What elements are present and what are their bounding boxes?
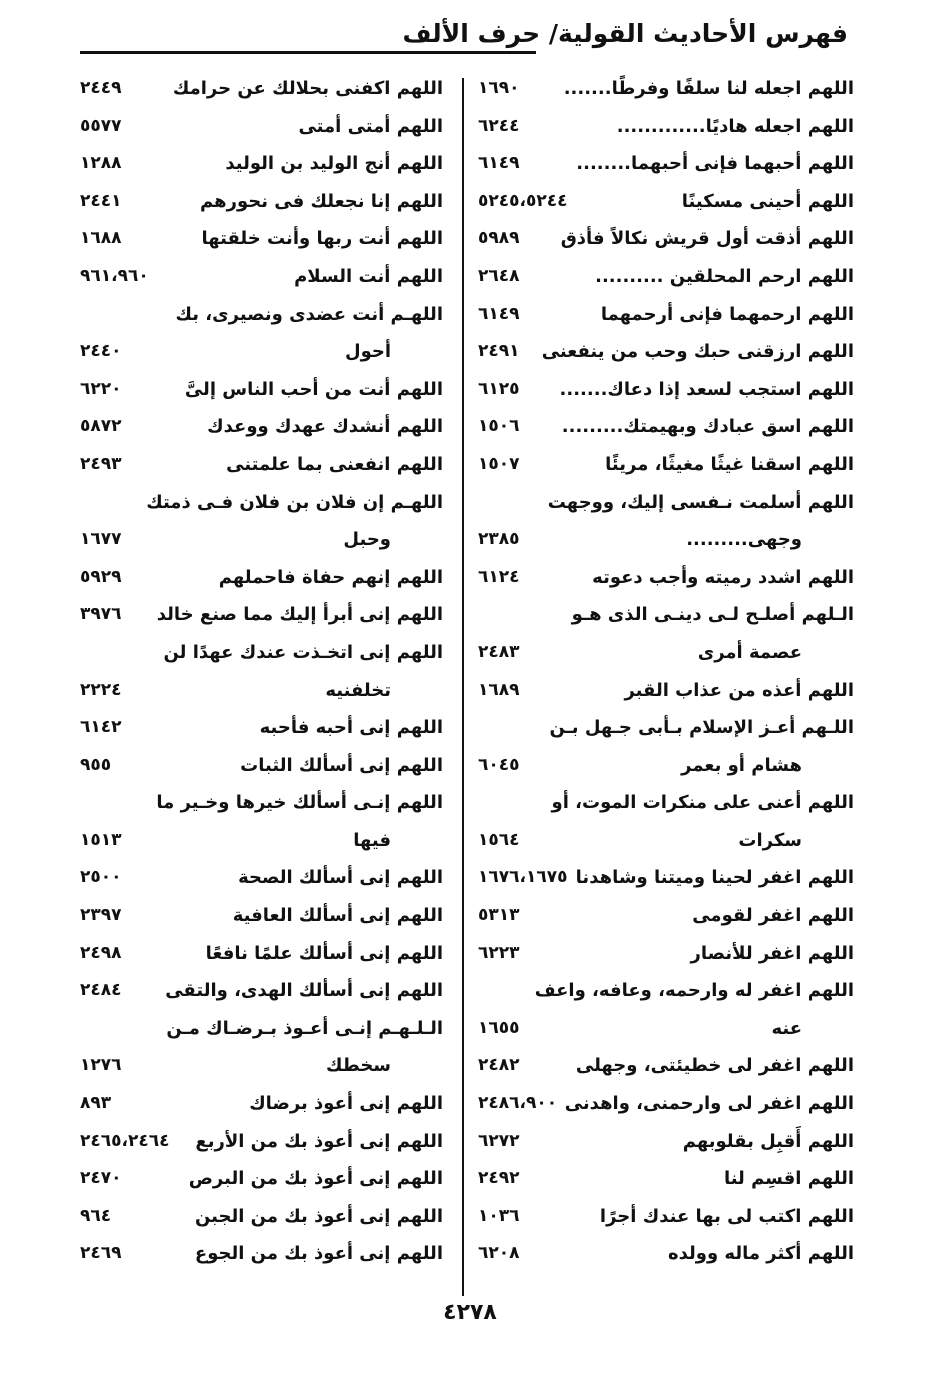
entry-reference-number: ٩٦١،٩٦٠ <box>80 265 149 286</box>
index-entry <box>80 258 443 296</box>
index-entry <box>478 484 854 522</box>
index-entry <box>478 634 854 672</box>
index-entry <box>478 672 854 710</box>
entry-text: اللهم إنى أبرأ إليك مما صنع خالد <box>156 604 443 626</box>
index-entry <box>478 596 854 634</box>
entry-text: اللهم إنى أسألك العافية <box>232 905 443 927</box>
index-entry <box>478 1235 854 1273</box>
entry-reference-number: ٢٤٤٩ <box>80 78 122 98</box>
entry-reference-number: ١٠٣٦ <box>478 1205 520 1226</box>
index-entry <box>478 972 854 1010</box>
entry-reference-number: ٦٢٤٤ <box>478 115 520 136</box>
entry-text: وجهى......... <box>686 529 802 551</box>
entry-text: أحول <box>344 341 391 363</box>
entry-reference-number: ٦١٢٤ <box>478 566 520 587</box>
index-entry <box>478 1010 854 1048</box>
entry-reference-number: ١٥١٣ <box>80 829 122 850</box>
entry-reference-number: ١٥٦٤ <box>478 829 520 850</box>
index-entry <box>478 108 854 146</box>
entry-text: اللهم ارحمهما فإنى أرحمهما <box>600 303 854 325</box>
index-entry <box>478 1198 854 1236</box>
index-entry <box>478 1160 854 1198</box>
entry-text: اللهم أذقت أول قريش نكالاً فأذق <box>560 228 854 250</box>
index-entry <box>478 371 854 409</box>
entry-text: اللهم أنشدك عهدك ووعدك <box>207 416 443 438</box>
index-entry <box>478 70 854 108</box>
index-entry <box>80 484 443 522</box>
entry-text: اللهم أنت السلام <box>294 265 443 287</box>
entry-text: اللهم اغفر لحينا وميتنا وشاهدنا <box>575 867 854 889</box>
entry-text: اللهم إنى أعوذ بك من الجوع <box>194 1243 443 1265</box>
entry-reference-number: ٦١٢٥ <box>478 378 520 399</box>
entry-text: اللهم انفعنى بما علمتنى <box>226 453 443 475</box>
index-entry <box>80 559 443 597</box>
entry-text: اللهم اجعله لنا سلفًا وفرطًا....... <box>563 78 854 99</box>
entry-text: اللهم اسقنا غيثًا مغيثًا، مريئًا <box>605 453 854 475</box>
index-entry <box>478 1047 854 1085</box>
index-entry <box>478 183 854 221</box>
index-entry <box>80 1010 443 1048</box>
entry-reference-number: ٢٤٩٢ <box>478 1168 520 1189</box>
entry-text: اللهم أنج الوليد بن الوليد <box>225 153 443 175</box>
index-entry <box>80 1160 443 1198</box>
entry-reference-number: ٢٤٩١ <box>478 341 520 362</box>
index-entry <box>478 408 854 446</box>
entry-text: اللهم اغفر للأنصار <box>690 942 854 964</box>
entry-text: اللهم إنهم حفاة فاحملهم <box>218 566 443 588</box>
index-entry <box>80 408 443 446</box>
index-entry <box>478 747 854 785</box>
index-entry <box>80 972 443 1010</box>
index-entry <box>478 1085 854 1123</box>
index-entry <box>478 258 854 296</box>
index-entry <box>80 371 443 409</box>
entry-text: الـلـهـم إنـى أعـوذ بـرضـاك مـن <box>166 1017 443 1039</box>
index-entry <box>478 296 854 334</box>
index-entry <box>478 145 854 183</box>
entry-reference-number: ٢٤٨٤ <box>80 980 122 1001</box>
entry-reference-number: ٢٤٨٦،٩٠٠ <box>478 1093 558 1114</box>
index-entry <box>80 1047 443 1085</box>
entry-reference-number: ٢٤٨٣ <box>478 641 520 662</box>
entry-reference-number: ٦١٤٢ <box>80 717 122 738</box>
entry-reference-number: ٢٤٦٥،٢٤٦٤ <box>80 1130 170 1151</box>
index-entry <box>80 672 443 710</box>
entry-text: اللهم أعنى على منكرات الموت، أو <box>551 792 854 814</box>
entry-text: اللهم إنى أعوذ بك من البرص <box>188 1168 443 1190</box>
entry-reference-number: ١٥٠٦ <box>478 416 520 437</box>
entry-reference-number: ٣٩٧٦ <box>80 604 122 625</box>
entry-reference-number: ٢٣٩٧ <box>80 905 122 926</box>
entry-text: وحبل <box>343 529 391 551</box>
index-entry <box>478 333 854 371</box>
page-header-title: فهرس الأحاديث القولية/ حرف الألف <box>402 19 848 48</box>
entry-text: اللهم ارحم المحلقين .......... <box>595 265 854 287</box>
entry-reference-number: ٢٤٤١ <box>80 190 122 211</box>
entry-reference-number: ٢٤٩٨ <box>80 942 122 963</box>
index-entry <box>478 784 854 822</box>
entry-text: اللهم إنى أعوذ برضاك <box>249 1093 443 1115</box>
index-entry <box>80 108 443 146</box>
entry-reference-number: ١٦٨٩ <box>478 679 520 700</box>
entry-text: اللهم إنى أعوذ بك من الجبن <box>194 1205 443 1227</box>
entry-reference-number: ٦١٤٩ <box>478 153 520 174</box>
index-entry <box>80 296 443 334</box>
index-entry <box>478 897 854 935</box>
entry-text: اللهم أمتى أمتى <box>298 115 443 137</box>
entry-reference-number: ١٦٥٥ <box>478 1017 520 1038</box>
entry-text: اللهم اجعله هاديًا............. <box>616 115 854 137</box>
index-entry <box>478 220 854 258</box>
entry-text: هشام أو بعمر <box>681 754 802 776</box>
header-rule <box>80 51 536 54</box>
entry-reference-number: ٦٢٢٠ <box>80 378 122 399</box>
entry-text: اللهم إنـى أسألك خيرها وخـير ما <box>156 792 443 814</box>
entry-text: اللهم أعذه من عذاب القبر <box>624 679 854 701</box>
index-entry <box>80 709 443 747</box>
entry-reference-number: ١٦٨٨ <box>80 228 122 249</box>
entry-text: اللهم أحينى مسكينًا <box>681 190 854 212</box>
entry-text: اللهم أحبهما فإنى أحبهما........ <box>576 153 854 175</box>
index-entry <box>478 935 854 973</box>
entry-text: اللـهم أعـز الإسلام بـأبى جـهل بـن <box>549 717 854 739</box>
entry-reference-number: ١٦٧٦،١٦٧٥ <box>478 867 568 888</box>
entry-text: اللهم أنت ربها وأنت خلقتها <box>201 228 443 250</box>
index-entry <box>80 183 443 221</box>
entry-text: اللهم استجب لسعد إذا دعاك....... <box>559 378 854 400</box>
entry-text: اللهـم أنت عضدى ونصيرى، بك <box>175 303 443 325</box>
entry-reference-number: ٢٤٩٣ <box>80 453 122 474</box>
entry-text: فيها <box>353 829 391 851</box>
index-entry <box>80 784 443 822</box>
entry-reference-number: ١٢٧٦ <box>80 1055 122 1076</box>
entry-text: اللهم اكفنى بحلالك عن حرامك <box>172 78 443 99</box>
index-entry <box>80 521 443 559</box>
entry-reference-number: ٢٤٨٢ <box>478 1055 520 1076</box>
entry-reference-number: ٥٣١٣ <box>478 905 520 926</box>
entry-reference-number: ٢٥٠٠ <box>80 867 122 888</box>
entry-text: اللهم اغفر له وارحمه، وعافه، واعف <box>534 980 854 1002</box>
index-entry <box>80 1235 443 1273</box>
index-entry <box>478 521 854 559</box>
index-column-left <box>80 70 443 1273</box>
entry-text: اللهم إنى أعوذ بك من الأربع <box>195 1130 443 1152</box>
index-entry <box>80 935 443 973</box>
entry-reference-number: ١٢٨٨ <box>80 153 122 174</box>
entry-text: عصمة أمرى <box>697 641 802 663</box>
index-entry <box>478 709 854 747</box>
entry-text: اللهم إنى أحبه فأحبه <box>259 717 443 739</box>
entry-reference-number: ٦٢٢٣ <box>478 942 520 963</box>
entry-text: اللهم إنا نجعلك فى نحورهم <box>200 190 443 212</box>
entry-reference-number: ١٥٠٧ <box>478 453 520 474</box>
index-entry <box>478 559 854 597</box>
entry-reference-number: ٢٤٤٠ <box>80 341 122 362</box>
entry-text: اللهم أسلمت نـفسى إليك، ووجهت <box>547 491 854 513</box>
index-entry <box>80 1085 443 1123</box>
entry-text: اللهم أنت من أحب الناس إلىَّ <box>184 378 443 400</box>
entry-text: اللهم إنى أسألك الهدى، والتقى <box>165 980 443 1002</box>
entry-text: سكرات <box>738 829 802 851</box>
entry-text: تخلفنيه <box>325 679 391 701</box>
index-entry <box>80 897 443 935</box>
index-entry <box>80 1123 443 1161</box>
index-entry <box>80 634 443 672</box>
index-entry <box>80 859 443 897</box>
entry-reference-number: ١٦٧٧ <box>80 529 122 550</box>
entry-text: اللهم اشدد رميته وأجب دعوته <box>592 566 854 588</box>
page-number: ٤٢٧٨ <box>443 1300 497 1325</box>
index-entry <box>80 446 443 484</box>
entry-reference-number: ٢٦٤٨ <box>478 265 520 286</box>
index-entry <box>80 596 443 634</box>
entry-text: اللهم إنى أسألك علمًا نافعًا <box>205 942 443 964</box>
index-entry <box>80 333 443 371</box>
index-entry <box>478 446 854 484</box>
entry-reference-number: ٥٩٢٩ <box>80 566 122 587</box>
entry-text: اللهم أكثر ماله وولده <box>668 1243 854 1265</box>
index-entry <box>478 822 854 860</box>
index-entry <box>80 1198 443 1236</box>
entry-reference-number: ٥٨٧٢ <box>80 416 122 437</box>
entry-reference-number: ٩٥٥ <box>80 754 112 775</box>
entry-reference-number: ٢٤٦٩ <box>80 1243 122 1264</box>
entry-reference-number: ٢٢٢٤ <box>80 679 122 700</box>
entry-text: اللهم اسق عبادك وبهيمتك......... <box>561 416 854 438</box>
entry-reference-number: ٦٠٤٥ <box>478 754 520 775</box>
entry-text: عنه <box>771 1017 802 1039</box>
entry-text: اللهم اغفر لى خطيئتى، وجهلى <box>575 1055 854 1077</box>
entry-reference-number: ٦٢٠٨ <box>478 1243 520 1264</box>
index-entry <box>80 747 443 785</box>
index-entry <box>478 859 854 897</box>
entry-text: سخطك <box>326 1055 391 1077</box>
entry-reference-number: ٢٣٨٥ <box>478 529 520 550</box>
index-entry <box>478 1123 854 1161</box>
entry-text: اللهم ارزقنى حبك وحب من ينفعنى <box>541 341 854 363</box>
index-column-right <box>478 70 854 1273</box>
entry-reference-number: ٦١٤٩ <box>478 303 520 324</box>
entry-reference-number: ٦٢٧٢ <box>478 1130 520 1151</box>
entry-text: اللهم أَقبِل بقلوبهم <box>682 1130 854 1152</box>
entry-text: اللهم اغفر لقومى <box>692 905 854 927</box>
entry-text: الـلهم أصلـح لـى دينـى الذى هـو <box>571 604 854 626</box>
index-entry <box>80 822 443 860</box>
entry-reference-number: ٢٤٧٠ <box>80 1168 122 1189</box>
entry-reference-number: ٩٦٤ <box>80 1205 112 1226</box>
entry-text: اللهم اكتب لى بها عندك أجرًا <box>599 1205 854 1227</box>
entry-reference-number: ٥٩٨٩ <box>478 228 520 249</box>
index-entry <box>80 145 443 183</box>
entry-text: اللهم إنى أسألك الثبات <box>240 754 443 776</box>
entry-reference-number: ٥٢٤٥،٥٢٤٤ <box>478 190 568 211</box>
entry-text: اللهم اغفر لى وارحمنى، واهدنى <box>564 1093 854 1115</box>
entry-text: اللهم إنى أسألك الصحة <box>238 867 443 889</box>
entry-text: اللهم إنى اتخـذت عندك عهدًا لن <box>163 641 443 663</box>
index-entry <box>80 220 443 258</box>
entry-text: اللهم اقسِم لنا <box>723 1168 854 1190</box>
column-divider <box>462 78 464 1296</box>
entry-text: اللهـم إن فلان بن فلان فـى ذمتك <box>146 491 443 513</box>
entry-reference-number: ١٦٩٠ <box>478 78 520 98</box>
entry-reference-number: ٥٥٧٧ <box>80 115 122 136</box>
entry-reference-number: ٨٩٣ <box>80 1093 112 1114</box>
index-entry <box>80 70 443 108</box>
